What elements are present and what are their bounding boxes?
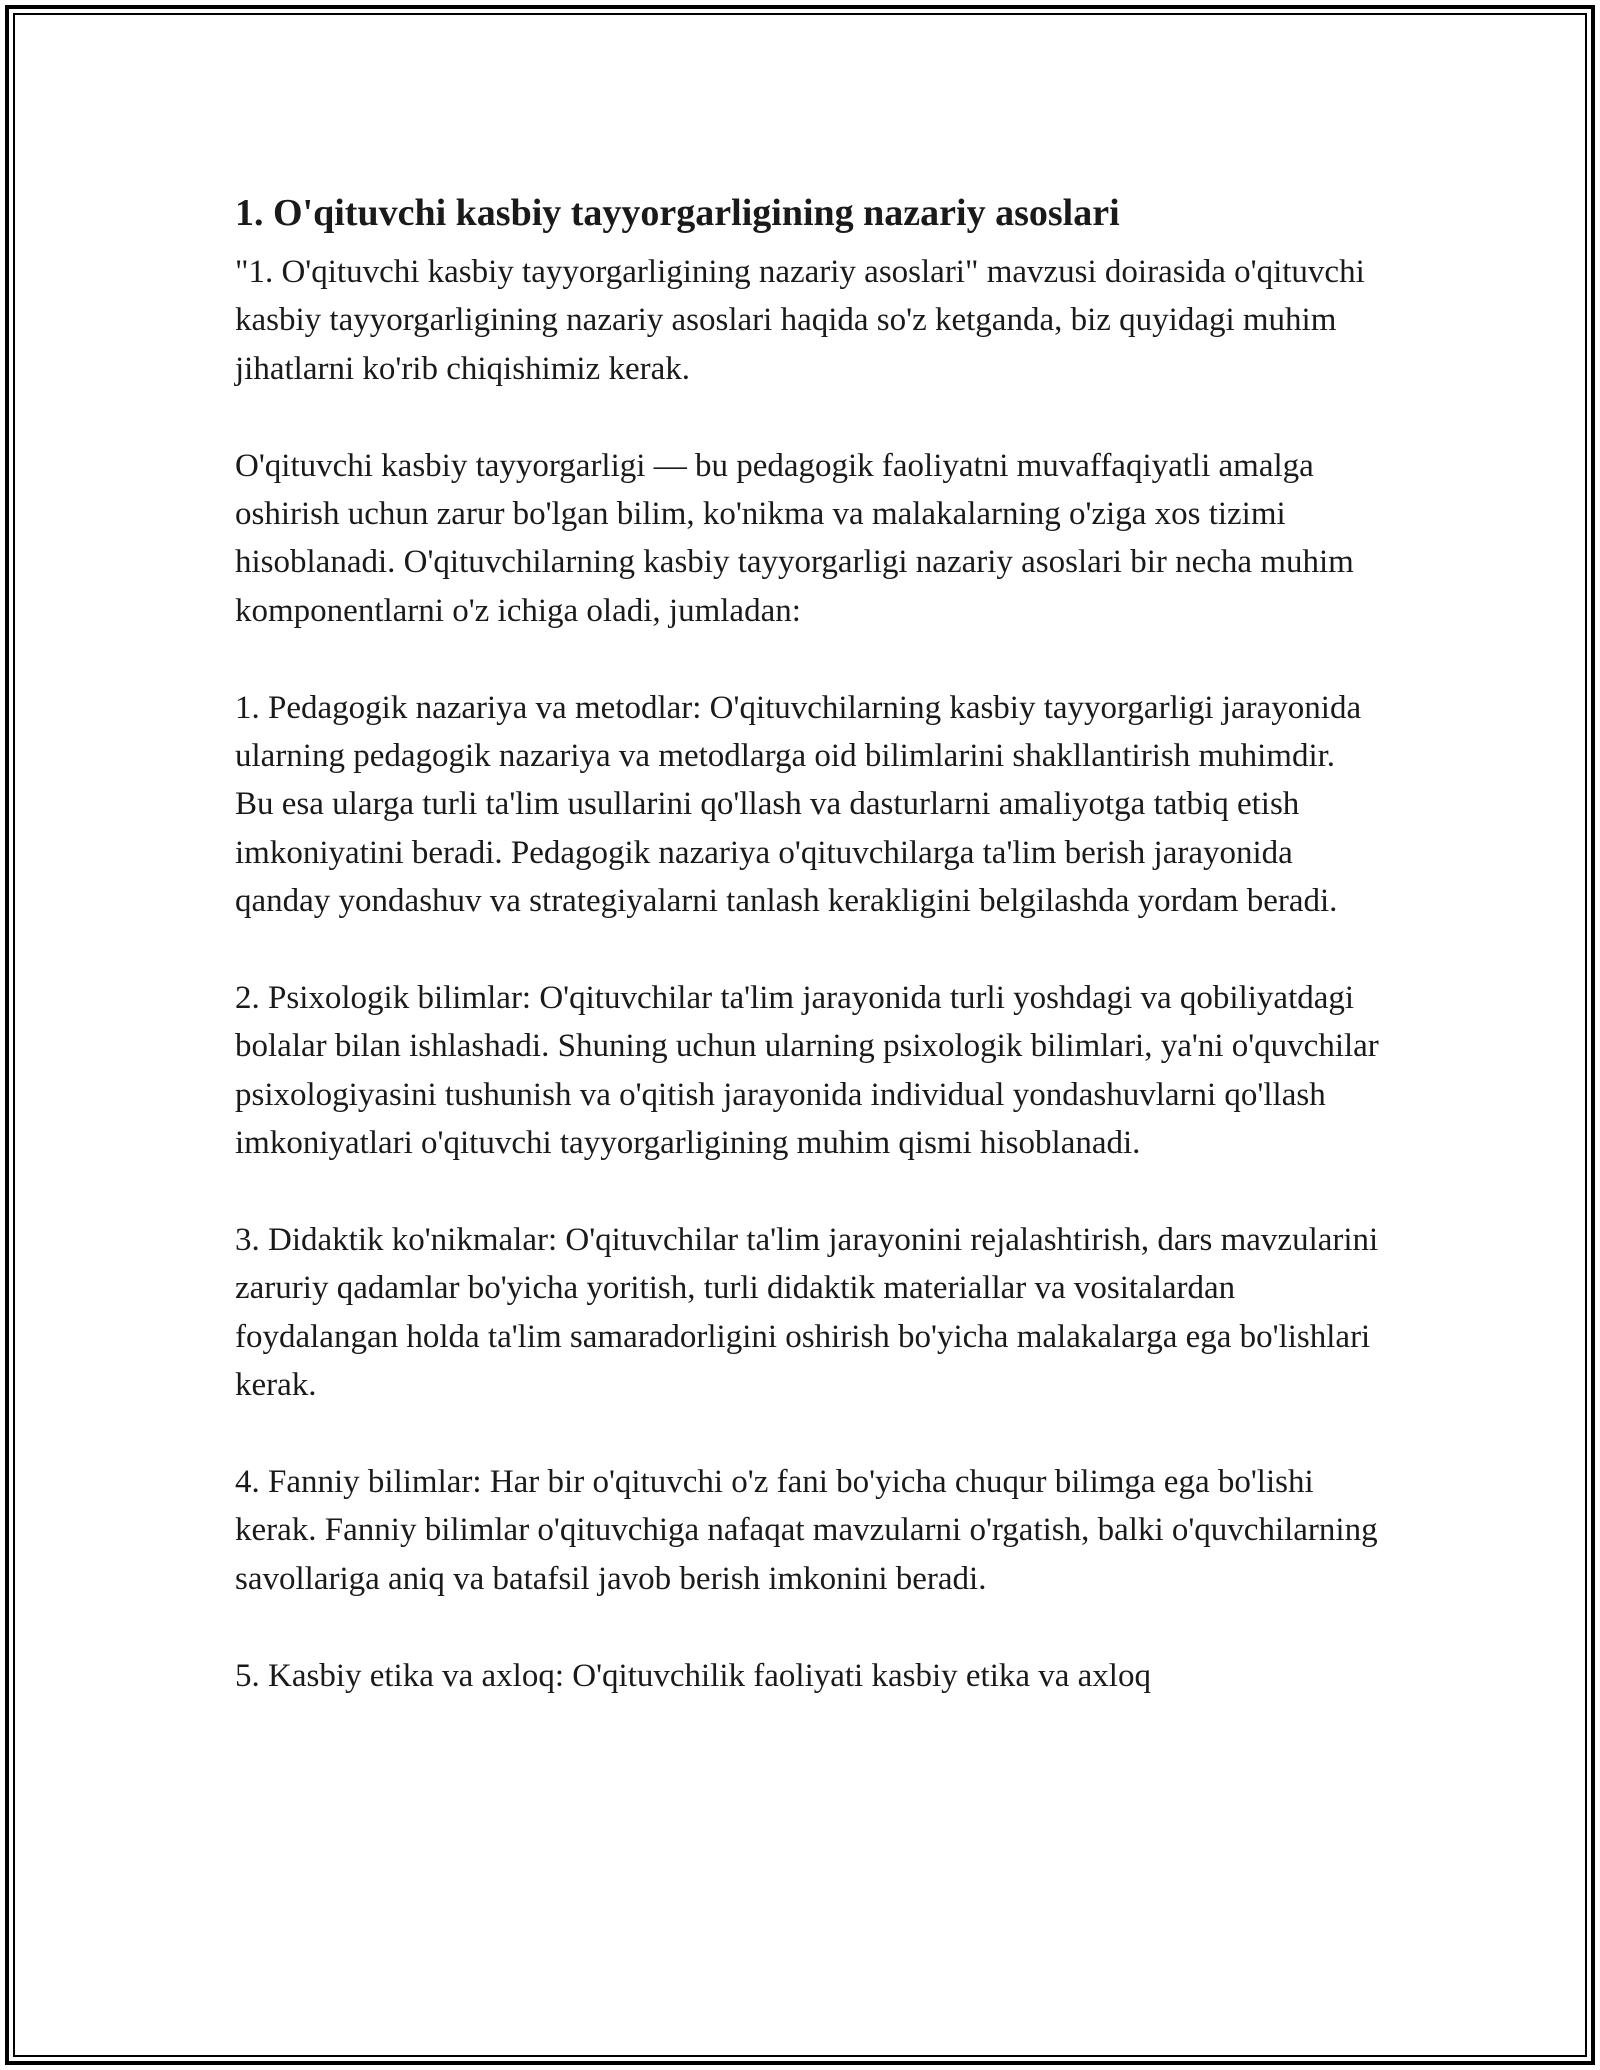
intro-paragraph: "1. O'qituvchi kasbiy tayyorgarligining nazariy asoslari" mavzusi doirasida o'qituvchi kasbiy tayyorgarligining nazariy asoslari haqida so'z ketganda, biz quyidagi muhim jihatlarni ko'rib chiqishimiz kerak.: [235, 254, 1365, 387]
list-item-pedagogical-theory: 1. Pedagogik nazariya va metodlar: O'qituvchilarning kasbiy tayyorgarligi jarayonida ularning pedagogik nazariya va metodlarga oid bilimlarini shakllantirish muhimdir. Bu esa ularga turli ta'lim usullarini qo'llash va dasturlarni amaliyotga tatbiq etish imkoniyatini beradi. Pedagogik nazariya o'qituvchilarga ta'lim berish jarayonida qanday yondashuv va strategiyalarni tanlash kerakligini belgilashda yordam beradi.: [235, 689, 1362, 920]
list-item-subject-knowledge: 4. Fanniy bilimlar: Har bir o'qituvchi o'z fani bo'yicha chuqur bilimga ega bo'lishi kerak. Fanniy bilimlar o'qituvchiga nafaqat mavzularni o'rgatish, balki o'quvchilarning savollariga aniq va batafsil javob berish imkonini beradi.: [235, 1464, 1378, 1597]
document-body: [235, 182, 1380, 1748]
list-item-didactic-skills: 3. Didaktik ko'nikmalar: O'qituvchilar ta'lim jarayonini rejalashtirish, dars mavzularini zaruriy qadamlar bo'yicha yoritish, turli didaktik materiallar va vositalardan foydalangan holda ta'lim samaradorligini oshirish bo'yicha malakalarga ega bo'lishlari kerak.: [235, 1222, 1379, 1404]
list-item-psychological-knowledge: 2. Psixologik bilimlar: O'qituvchilar ta'lim jarayonida turli yoshdagi va qobiliyatdagi bolalar bilan ishlashadi. Shuning uchun ularning psixologik bilimlari, ya'ni o'quvchilar psixologiyasini tushunish va o'qitish jarayonida individual yondashuvlarni qo'llash imkoniyatlari o'qituvchi tayyorgarligining muhim qismi hisoblanadi.: [235, 980, 1379, 1162]
list-item-professional-ethics: 5. Kasbiy etika va axloq: O'qituvchilik faoliyati kasbiy etika va axloq: [235, 1657, 1151, 1694]
definition-paragraph: O'qituvchi kasbiy tayyorgarligi — bu pedagogik faoliyatni muvaffaqiyatli amalga oshirish uchun zarur bo'lgan bilim, ko'nikma va malakalarning o'ziga xos tizimi hisoblanadi. O'qituvchilarning kasbiy tayyorgarligi nazariy asoslari bir necha muhim komponentlarni o'z ichiga oladi, jumladan:: [235, 447, 1354, 629]
document-title: 1. O'qituvchi kasbiy tayyorgarligining nazariy asoslari: [235, 192, 1120, 234]
